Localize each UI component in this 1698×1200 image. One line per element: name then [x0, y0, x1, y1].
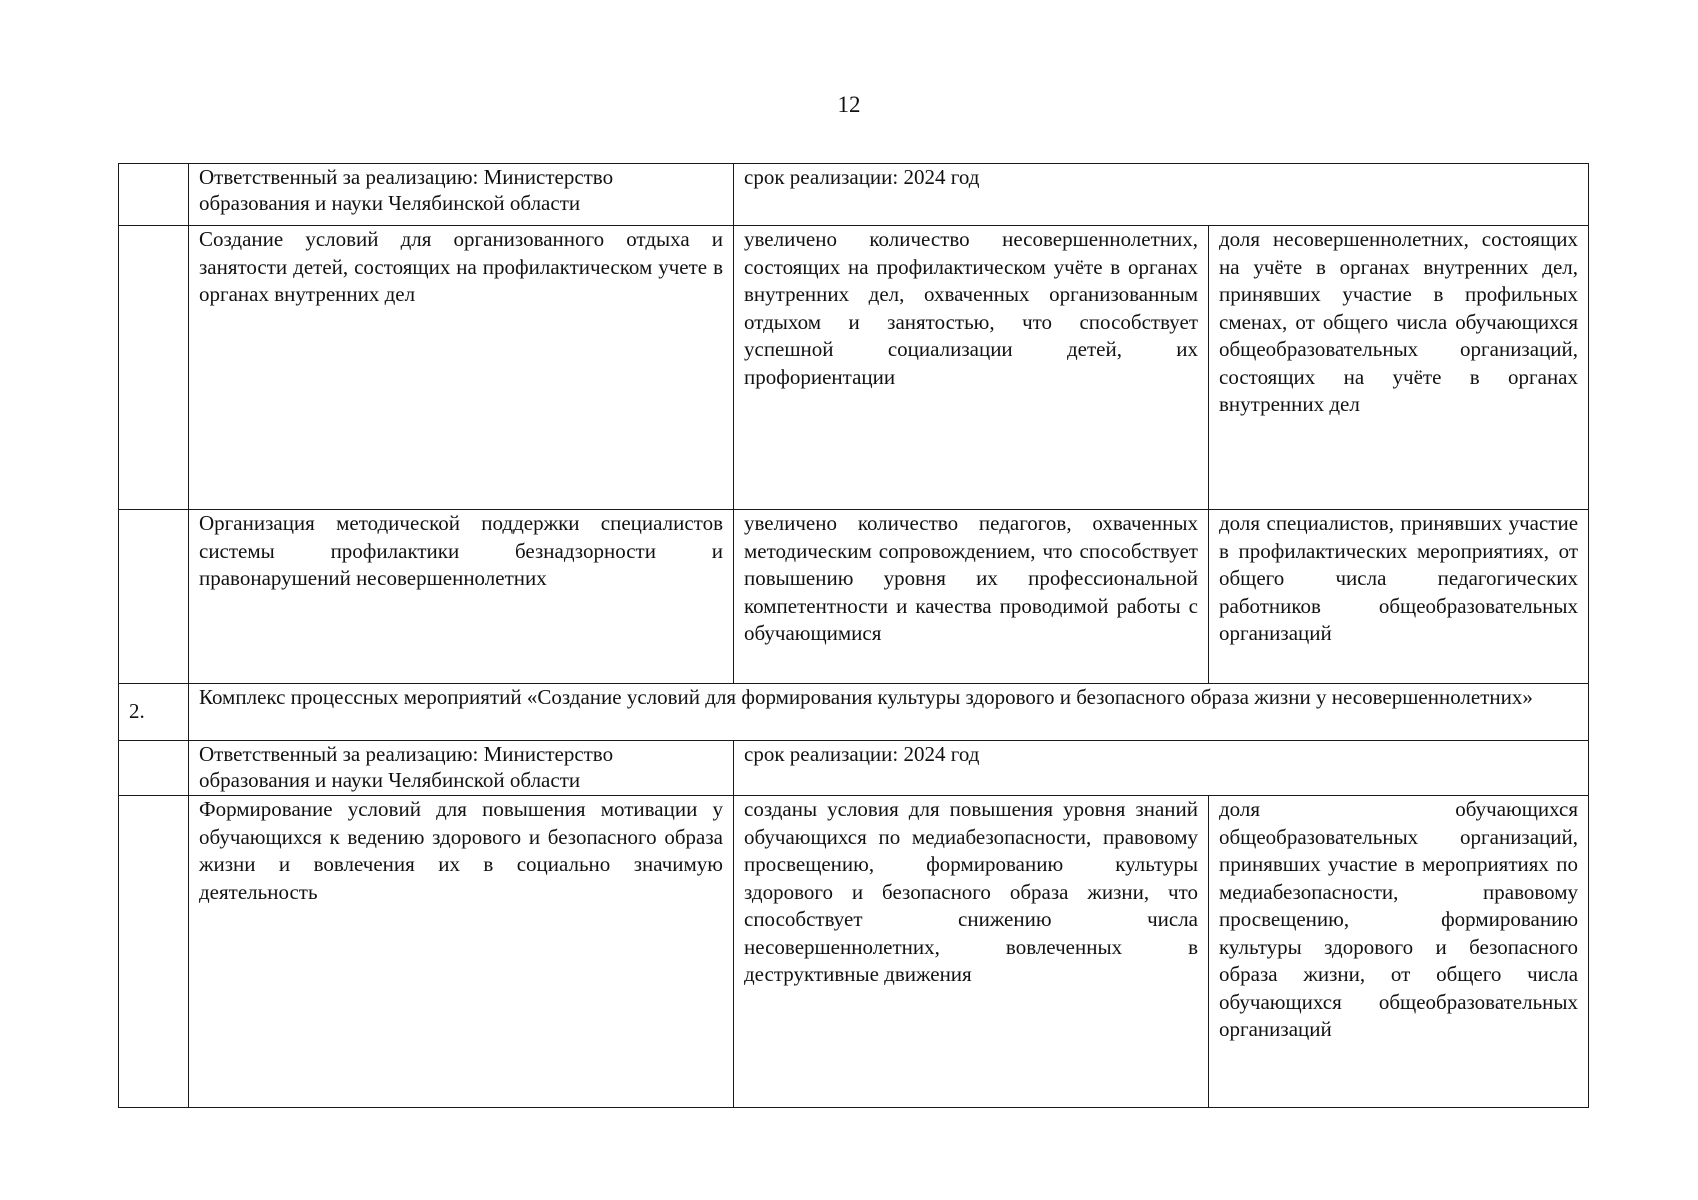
- effect-cell: увеличено количество педагогов, охваченных методическим сопровождением, что способствует повышению уровня их профессиональной компетентности и качества проводимой работы с обучающимися: [734, 510, 1209, 684]
- measures-table: [118, 163, 1589, 1108]
- row-number-cell: [119, 796, 189, 1108]
- row-number-cell: [119, 226, 189, 510]
- section-title-cell: Комплекс процессных мероприятий «Создание условий для формирования культуры здорового и безопасного образа жизни у несовершеннолетних»: [189, 684, 1589, 741]
- responsible-row: [119, 164, 1589, 226]
- row-number-cell: [119, 510, 189, 684]
- page-number: 12: [837, 92, 861, 117]
- responsible-cell: Ответственный за реализацию: Министерство образования и науки Челябинской области: [189, 741, 734, 796]
- task-cell: Формирование условий для повышения мотивации у обучающихся к ведению здорового и безопасного образа жизни и вовлечения их в социально значимую деятельность: [189, 796, 734, 1108]
- row-number-cell: [119, 741, 189, 796]
- task-cell: Создание условий для организованного отдыха и занятости детей, состоящих на профилактическом учете в органах внутренних дел: [189, 226, 734, 510]
- task-row: [119, 796, 1589, 1108]
- section-number-cell: 2.: [119, 684, 189, 741]
- task-row: [119, 226, 1589, 510]
- term-cell: срок реализации: 2024 год: [734, 741, 1589, 796]
- effect-cell: созданы условия для повышения уровня знаний обучающихся по медиабезопасности, правовому просвещению, формированию культуры здорового и безопасного образа жизни, что способствует снижению числа несовершеннолетних, вовлеченных в деструктивные движения: [734, 796, 1209, 1108]
- row-number-cell: [119, 164, 189, 226]
- indicator-cell: доля специалистов, принявших участие в профилактических мероприятиях, от общего числа педагогических работников общеобразовательных организаций: [1209, 510, 1589, 684]
- term-cell: срок реализации: 2024 год: [734, 164, 1589, 226]
- task-row: [119, 510, 1589, 684]
- indicator-cell: доля обучающихся общеобразовательных организаций, принявших участие в мероприятиях по медиабезопасности, правовому просвещению, формированию культуры здорового и безопасного образа жизни, от общего числа обучающихся общеобразовательных организаций: [1209, 796, 1589, 1108]
- task-cell: Организация методической поддержки специалистов системы профилактики безнадзорности и правонарушений несовершеннолетних: [189, 510, 734, 684]
- indicator-cell: доля несовершеннолетних, состоящих на учёте в органах внутренних дел, принявших участие в профильных сменах, от общего числа обучающихся общеобразовательных организаций, состоящих на учёте в органах внутренних дел: [1209, 226, 1589, 510]
- effect-cell: увеличено количество несовершеннолетних, состоящих на профилактическом учёте в органах внутренних дел, охваченных организованным отдыхом и занятостью, что способствует успешной социализации детей, их профориентации: [734, 226, 1209, 510]
- section-row: [119, 684, 1589, 741]
- responsible-cell: Ответственный за реализацию: Министерство образования и науки Челябинской области: [189, 164, 734, 226]
- responsible-row: [119, 741, 1589, 796]
